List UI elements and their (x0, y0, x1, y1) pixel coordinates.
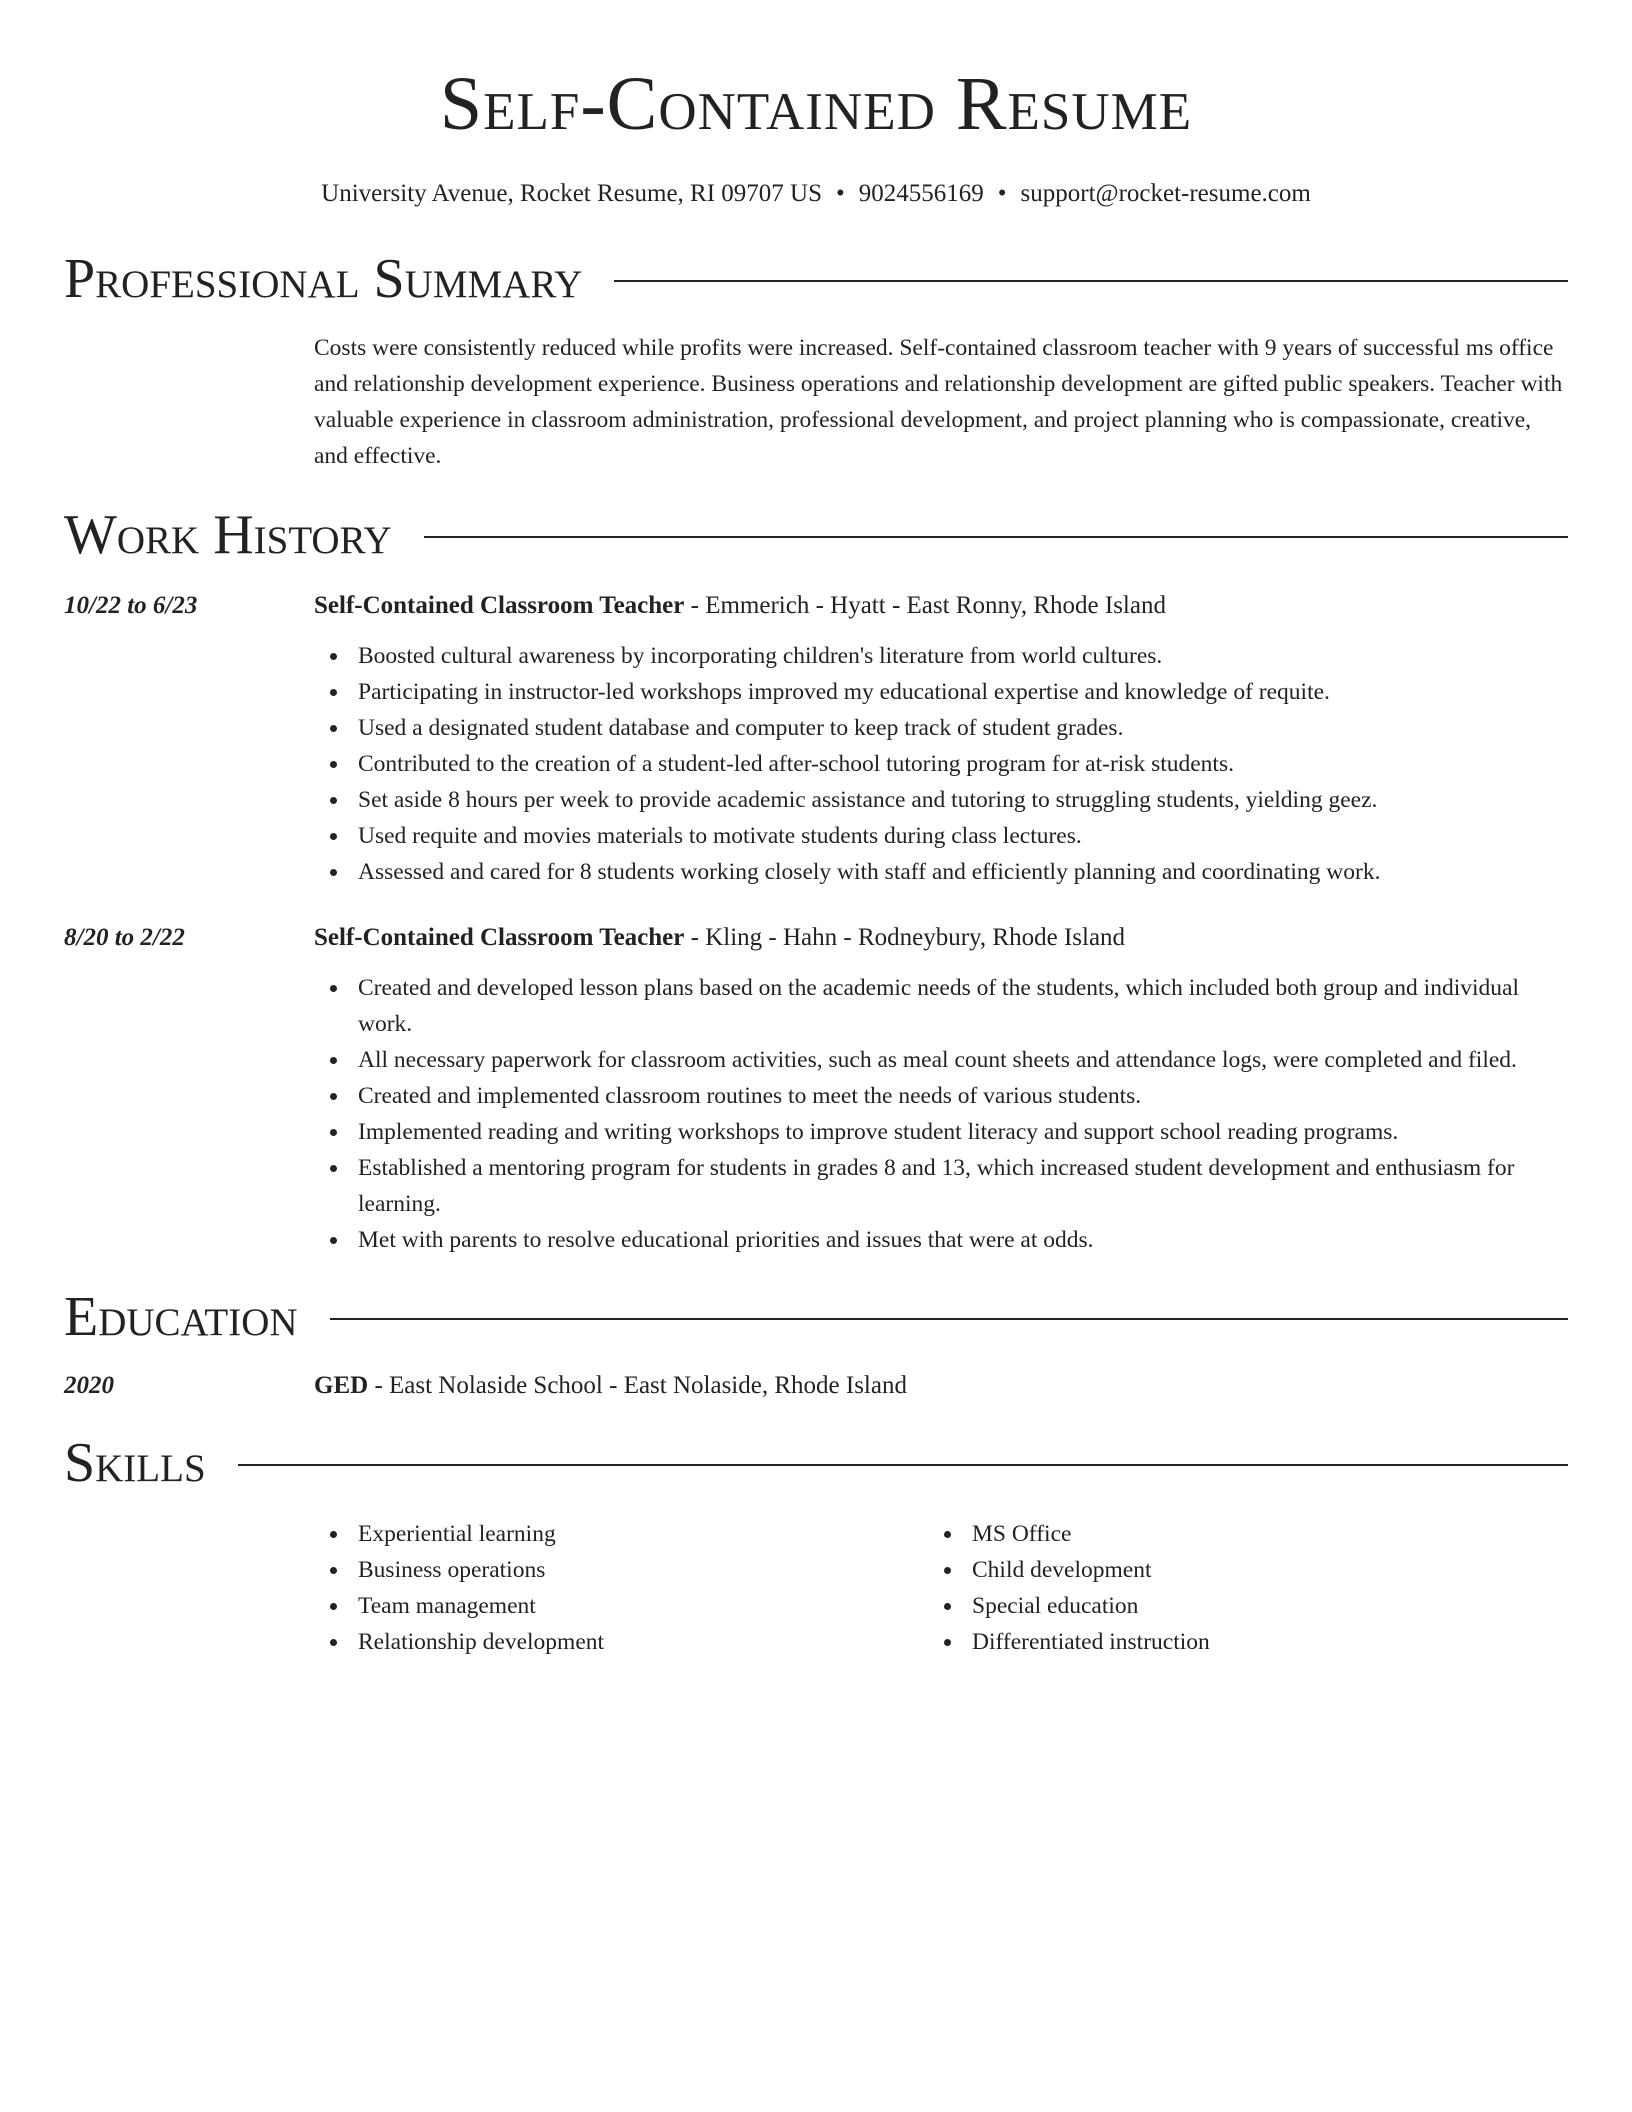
skill-item: Business operations (358, 1552, 928, 1588)
job-title-line (314, 920, 1568, 956)
skills-row (64, 1516, 1568, 1660)
job-bullet: Contributed to the creation of a student-led after-school tutoring program for at-risk students. (358, 746, 1568, 782)
education-line (314, 1368, 1568, 1404)
job-body (314, 588, 1568, 890)
summary-left-spacer (64, 330, 314, 474)
section-divider (330, 1318, 1568, 1320)
skills-list-left (314, 1516, 928, 1660)
job-bullet: Used requite and movies materials to motivate students during class lectures. (358, 818, 1568, 854)
education-degree: GED (314, 1372, 369, 1399)
skills-grid (314, 1516, 1568, 1660)
job-bullet: Set aside 8 hours per week to provide academic assistance and tutoring to struggling students, yielding geez. (358, 782, 1568, 818)
skill-item: Experiential learning (358, 1516, 928, 1552)
skill-item: Special education (972, 1588, 1542, 1624)
job-bullet: All necessary paperwork for classroom activities, such as meal count sheets and attendance logs, were completed and filed. (358, 1042, 1568, 1078)
resume-name: Self-Contained Resume (439, 62, 1193, 146)
job-entry (64, 920, 1568, 1258)
job-title-line (314, 588, 1568, 624)
job-dates: 8/20 to 2/22 (64, 924, 185, 951)
job-bullets (314, 970, 1568, 1258)
job-employer: - Emmerich - Hyatt - East Ronny, Rhode Island (684, 592, 1166, 619)
skill-item: Team management (358, 1588, 928, 1624)
work-section-header (64, 502, 1568, 568)
job-bullet: Created and implemented classroom routines to meet the needs of various students. (358, 1078, 1568, 1114)
job-entry (64, 588, 1568, 890)
job-title: Self-Contained Classroom Teacher (314, 924, 685, 951)
skills-section-header (64, 1430, 1568, 1496)
job-dates: 10/22 to 6/23 (64, 592, 198, 619)
job-title: Self-Contained Classroom Teacher (314, 592, 685, 619)
summary-section-header (64, 246, 1568, 312)
job-employer: - Kling - Hahn - Rodneybury, Rhode Island (684, 924, 1126, 951)
job-bullet: Established a mentoring program for students in grades 8 and 13, which increased student development and enthusiasm for learning. (358, 1150, 1568, 1222)
summary-text: Costs were consistently reduced while profits were increased. Self-contained classroom teacher with 9 years of successful ms office and relationship development experience. Business operations and relationship development are gifted public speakers. Teacher with valuable experience in classroom administration, professional development, and project planning who is compassionate, creative, and effective. (314, 335, 1563, 469)
job-bullet: Assessed and cared for 8 students working closely with staff and efficiently planning and coordinating work. (358, 854, 1568, 890)
education-section-title: Education (64, 1286, 298, 1348)
job-bullet: Met with parents to resolve educational priorities and issues that were at odds. (358, 1222, 1568, 1258)
contact-address: University Avenue, Rocket Resume, RI 09707 US (321, 180, 823, 207)
contact-separator: • (836, 180, 845, 207)
contact-email: support@rocket-resume.com (1020, 180, 1311, 207)
job-bullet: Created and developed lesson plans based on the academic needs of the students, which included both group and individual work. (358, 970, 1568, 1042)
skill-item: MS Office (972, 1516, 1542, 1552)
job-bullets (314, 638, 1568, 890)
education-entry (64, 1368, 1568, 1404)
work-section-title: Work History (64, 504, 392, 566)
summary-section-title: Professional Summary (64, 248, 583, 310)
contact-line (64, 178, 1568, 210)
job-bullet: Implemented reading and writing workshops to improve student literacy and support school reading programs. (358, 1114, 1568, 1150)
job-bullet: Boosted cultural awareness by incorporating children's literature from world cultures. (358, 638, 1568, 674)
job-body (314, 920, 1568, 1258)
skills-section-title: Skills (64, 1432, 206, 1494)
skills-left-spacer (64, 1516, 314, 1660)
skill-item: Child development (972, 1552, 1542, 1588)
skills-list-right (928, 1516, 1542, 1660)
education-school: - East Nolaside School - East Nolaside, Rhode Island (368, 1372, 907, 1399)
education-year: 2020 (64, 1372, 114, 1399)
job-bullet: Used a designated student database and computer to keep track of student grades. (358, 710, 1568, 746)
summary-row (64, 330, 1568, 474)
contact-separator: • (997, 180, 1007, 207)
education-section-header (64, 1284, 1568, 1350)
section-divider (424, 536, 1568, 538)
job-bullet: Participating in instructor-led workshops improved my educational expertise and knowledge of requite. (358, 674, 1568, 710)
contact-phone: 9024556169 (858, 180, 984, 207)
section-divider (614, 280, 1568, 282)
section-divider (238, 1464, 1568, 1466)
skill-item: Relationship development (358, 1624, 928, 1660)
skill-item: Differentiated instruction (972, 1624, 1542, 1660)
